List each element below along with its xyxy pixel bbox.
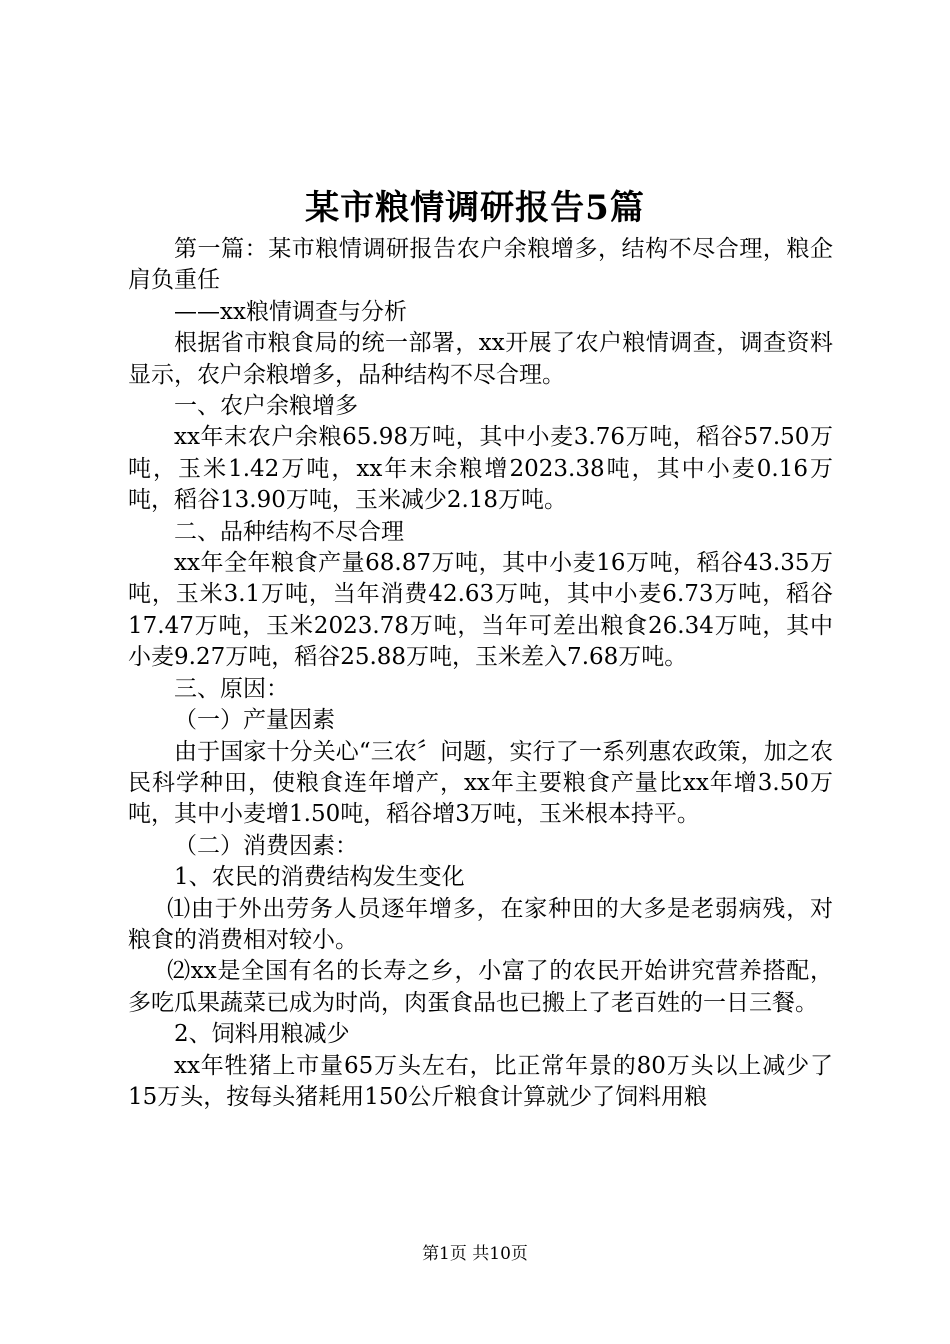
document-title: 某市粮情调研报告5篇 <box>305 188 645 228</box>
section-heading: 二、品种结构不尽合理 <box>174 518 404 545</box>
subsection-heading: （二）消费因素： <box>174 832 358 859</box>
paragraph: xx年牲猪上市量65万头左右，比正常年景的80万头以上减少了15万头，按每头猪耗用150公斤粮食计算就少了饲料用粮 <box>128 1052 833 1110</box>
section-heading: 三、原因： <box>174 675 289 702</box>
paragraph: 根据省市粮食局的统一部署，xx开展了农户粮情调查，调查资料显示，农户余粮增多，品种结构不尽合理。 <box>128 330 833 388</box>
section-heading: 一、农户余粮增多 <box>174 393 358 420</box>
subsection-heading: 2、饲料用粮减少 <box>174 1021 350 1048</box>
paragraph: ⑵xx是全国有名的长寿之乡，小富了的农民开始讲究营养搭配，多吃瓜果蔬菜已成为时尚，肉蛋食品也已搬上了老百姓的一日三餐。 <box>128 958 833 1016</box>
document-body <box>128 234 833 1113</box>
subsection-heading: 1、农民的消费结构发生变化 <box>174 864 465 891</box>
page-number-footer: 第1页 共10页 <box>422 1244 528 1264</box>
paragraph: ——xx粮情调查与分析 <box>174 298 407 325</box>
paragraph: 由于国家十分关心“三农〞问题，实行了一系列惠农政策，加之农民科学种田，使粮食连年增产，xx年主要粮食产量比xx年增3.50万吨，其中小麦增1.50吨，稻谷增3万吨，玉米根本持平。 <box>128 738 833 828</box>
paragraph: 第一篇：某市粮情调研报告农户余粮增多，结构不尽合理，粮企肩负重任 <box>128 236 833 294</box>
paragraph: ⑴由于外出劳务人员逐年增多，在家种田的大多是老弱病残，对粮食的消费相对较小。 <box>128 895 833 953</box>
paragraph: xx年末农户余粮65.98万吨，其中小麦3.76万吨，稻谷57.50万吨，玉米1.42万吨，xx年末余粮增2023.38吨，其中小麦0.16万吨，稻谷13.90万吨，玉米减少2.18万吨。 <box>128 424 833 514</box>
subsection-heading: （一）产量因素 <box>174 707 335 734</box>
paragraph: xx年全年粮食产量68.87万吨，其中小麦16万吨，稻谷43.35万吨，玉米3.1万吨，当年消费42.63万吨，其中小麦6.73万吨，稻谷17.47万吨，玉米2023.78万吨，当年可差出粮食26.34万吨，其中小麦9.27万吨，稻谷25.88万吨，玉米差入7.68万吨。 <box>128 550 833 671</box>
